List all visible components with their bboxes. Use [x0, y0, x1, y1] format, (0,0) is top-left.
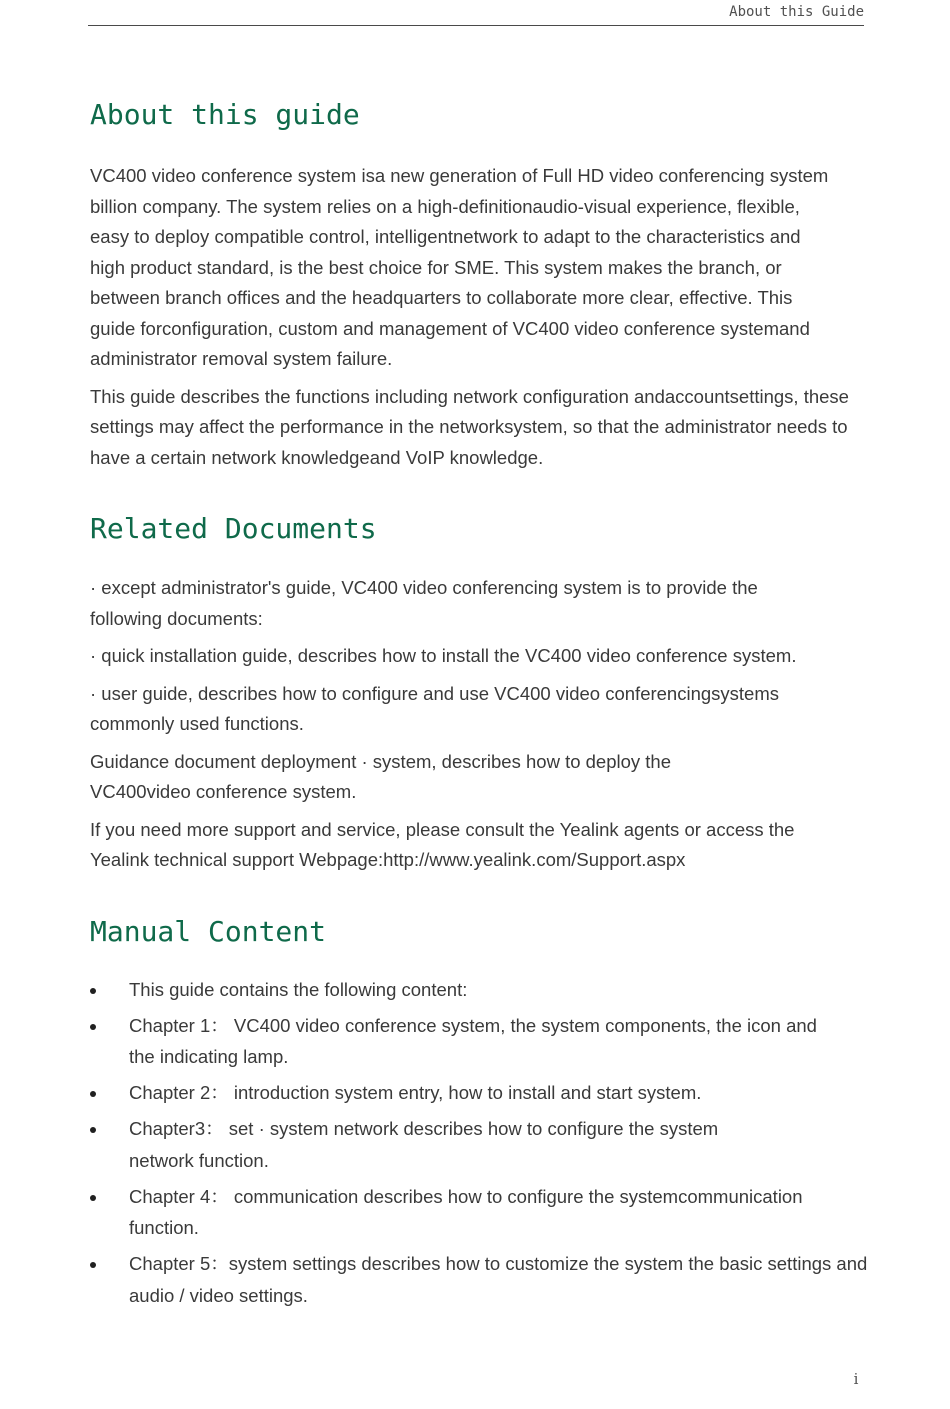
section-title-related-documents: Related Documents [90, 512, 377, 545]
bullet-dot-icon [90, 1127, 96, 1133]
list-item [90, 974, 869, 1006]
running-header-title: About this Guide [729, 4, 864, 20]
list-item [90, 1010, 829, 1073]
bullet-dot-icon [90, 1091, 96, 1097]
related-paragraph-2: · quick installation guide, describes how to install the VC400 video conference system. [90, 645, 797, 666]
about-paragraph-1: VC400 video conference system isa new generation of Full HD video conferencing system billion company. The system relies on a high-definitionaudio-visual experience, flexible, easy to deploy compatible control, intelligentnetwork to adapt to the characteristics and high product standard, is the best choice for SME. This system makes the branch, or between branch offices and the headquarters to collaborate more clear, effective. This guide forconfiguration, custom and management of VC400 video conference systemand administrator removal system failure. [90, 165, 829, 369]
list-item-text: Chapter 2： introduction system entry, how to install and start system. [129, 1082, 702, 1103]
bullet-dot-icon [90, 1195, 96, 1201]
list-item [90, 1181, 869, 1244]
list-item [90, 1113, 769, 1176]
list-item-text: Chapter3： set · system network describes how to configure the system network function. [129, 1118, 719, 1171]
bullet-dot-icon [90, 988, 96, 994]
section-title-manual-content: Manual Content [90, 914, 327, 948]
running-header [88, 0, 864, 26]
list-item [90, 1248, 869, 1311]
related-paragraph-5: If you need more support and service, please consult the Yealink agents or access the Yealink technical support Webpage:http://www.yealink.com/Support.aspx [90, 818, 795, 870]
page-content [90, 95, 866, 1316]
list-item-text: This guide contains the following content: [129, 978, 468, 1000]
related-paragraph-1: · except administrator's guide, VC400 video conferencing system is to provide the following documents: [90, 577, 758, 629]
related-paragraph-3: · user guide, describes how to configure and use VC400 video conferencingsystems commonly used functions. [90, 682, 779, 734]
list-item-text: Chapter 4： communication describes how to configure the systemcommunication function. [129, 1185, 803, 1238]
list-item [90, 1077, 869, 1109]
bullet-dot-icon [90, 1024, 96, 1030]
related-paragraph-4: Guidance document deployment · system, describes how to deploy the VC400video conference system. [90, 750, 672, 802]
page-number: i [853, 1370, 859, 1388]
list-item-text: Chapter 1： VC400 video conference system, the system components, the icon and the indicating lamp. [129, 1014, 817, 1067]
about-paragraph-2: This guide describes the functions including network configuration andaccountsettings, these settings may affect the performance in the networksystem, so that the administrator needs to have a certain network knowledgeand VoIP knowledge. [90, 385, 849, 468]
manual-content-list [90, 974, 866, 1312]
bullet-dot-icon [90, 1262, 96, 1268]
list-item-text: Chapter 5：system settings describes how to customize the system the basic settings and audio / video settings. [129, 1253, 868, 1306]
section-title-about: About this guide [90, 98, 360, 131]
